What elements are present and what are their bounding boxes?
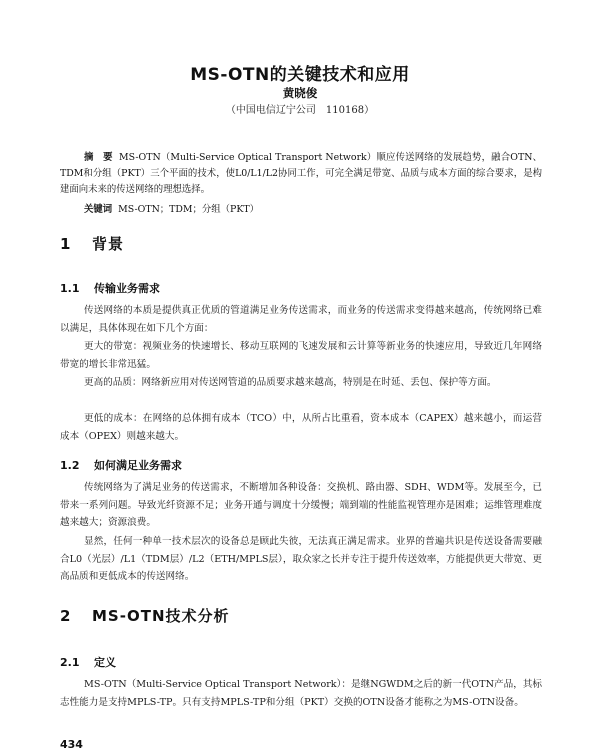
subsection-title: 如何满足业务需求: [94, 459, 182, 472]
keywords: [84, 202, 544, 218]
author-name: 黄晓俊: [282, 86, 318, 100]
subsection-title: 定义: [94, 656, 116, 669]
paragraph: 更大的带宽：视频业务的快速增长、移动互联网的飞速发展和云计算等新业务的快速应用，导致近几年网络带宽的增长非常迅猛。: [60, 341, 542, 370]
abstract-text: MS-OTN（Multi-Service Optical Transport Network）顺应传送网络的发展趋势，融合OTN、TDM和分组（PKT）三个平面的技术，使L0/L1/L2协同工作，可完全满足带宽、品质与成本方面的综合要求，是构建面向未来的传送网络的理想选择。: [60, 152, 542, 195]
subsection-number: 2.1: [60, 656, 80, 669]
subsection-heading-2-1: [60, 654, 116, 670]
paper-title: MS-OTN的关键技术和应用: [190, 65, 410, 85]
paragraph: 显然，任何一种单一技术层次的设备总是顾此失彼，无法真正满足需求。业界的普遍共识是传送设备需要融合L0（光层）/L1（TDM层）/L2（ETH/MPLS层），取众家之长并专注于提升传送效率，方能提供更大带宽、更高品质和更低成本的传送网络。: [60, 536, 542, 582]
keywords-text: MS-OTN；TDM；分组（PKT）: [118, 204, 259, 215]
section-number: 1: [60, 235, 72, 253]
subsection-number: 1.1: [60, 282, 80, 295]
section-heading-2: [60, 605, 230, 626]
paragraph: 传送网络的本质是提供真正优质的管道满足业务传送需求，而业务的传送需求变得越来越高，传统网络已难以满足，具体体现在如下几个方面：: [60, 305, 542, 334]
section-title: MS-OTN技术分析: [92, 607, 230, 625]
paragraph: 更低的成本：在网络的总体拥有成本（TCO）中，从所占比重看，资本成本（CAPEX）越来越小，而运营成本（OPEX）则越来越大。: [60, 413, 542, 442]
page-number: 434: [60, 738, 83, 751]
section-heading-1: [60, 233, 124, 254]
subsection-title: 传输业务需求: [94, 282, 160, 295]
paragraph: 更高的品质：网络新应用对传送网管道的品质要求越来越高，特别是在时延、丢包、保护等方面。: [84, 377, 497, 388]
paragraph: 传统网络为了满足业务的传送需求，不断增加各种设备：交换机、路由器、SDH、WDM等。发展至今，已带来一系列问题。导致光纤资源不足；业务开通与调度十分缓慢；端到端的性能监视管理亦是困难；运维管理难度越来越大；资源浪费。: [60, 482, 542, 528]
keywords-label: 关键词: [84, 204, 113, 215]
subsection-number: 1.2: [60, 459, 80, 472]
abstract-label: 摘 要: [84, 152, 113, 163]
abstract: [60, 150, 542, 198]
subsection-heading-1-2: [60, 457, 182, 473]
section-title: 背景: [92, 235, 125, 253]
author-affiliation: （中国电信辽宁公司 110168）: [225, 105, 375, 116]
subsection-heading-1-1: [60, 280, 160, 296]
section-number: 2: [60, 607, 72, 625]
paragraph: MS-OTN（Multi-Service Optical Transport Network）：是继NGWDM之后的新一代OTN产品，其标志性能力是支持MPLS-TP。只有支持MPLS-TP和分组（PKT）交换的OTN设备才能称之为MS-OTN设备。: [60, 679, 542, 708]
